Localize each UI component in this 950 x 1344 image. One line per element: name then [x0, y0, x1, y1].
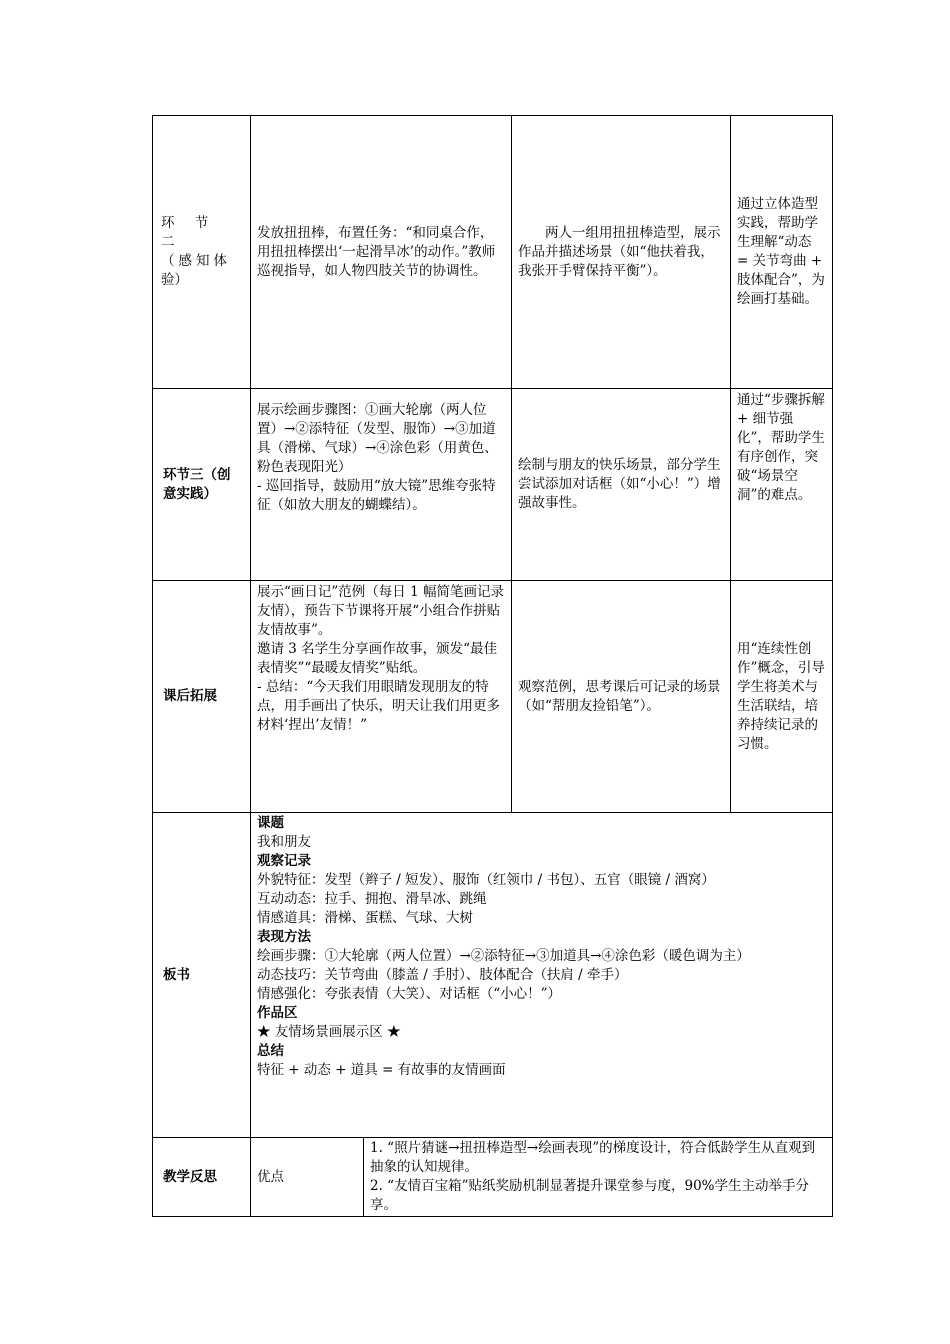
- row2-teacher-cell: [250, 115, 512, 389]
- row3-intent-text: 通过“步骤拆解 + 细节强化”，帮助学生有序创作，突破“场景空洞”的难点。: [737, 392, 825, 503]
- reflect-point-2: 2. “友情百宝箱”贴纸奖励机制显著提升课堂参与度，90%学生主动举手分享。: [370, 1178, 809, 1213]
- reflect-point-1: 1. “照片猜谜→扭扭棒造型→绘画表现”的梯度设计，符合低龄学生从直观到抽象的认知规律。: [370, 1140, 816, 1175]
- board-heading-summary: 总结: [257, 1043, 284, 1059]
- row2-label-cell: [152, 115, 251, 389]
- reflect-content-cell: [363, 1137, 833, 1217]
- row4-label: 课后拓展: [163, 688, 217, 704]
- row3-intent-cell: [730, 388, 833, 581]
- row3-label-cell: [152, 388, 251, 581]
- row3-student-cell: [511, 388, 731, 581]
- board-observe-3: 情感道具：滑梯、蛋糕、气球、大树: [257, 910, 473, 926]
- board-summary: 特征 + 动态 + 道具 = 有故事的友情画面: [257, 1062, 506, 1078]
- row4-teacher-cell: [250, 580, 512, 813]
- board-method-2: 动态技巧：关节弯曲（膝盖 / 手肘）、肢体配合（扶肩 / 牵手）: [257, 967, 628, 983]
- row2-student-cell: [511, 115, 731, 389]
- board-works: ★ 友情场景画展示区 ★: [257, 1024, 401, 1040]
- board-heading-observe: 观察记录: [257, 853, 311, 869]
- board-topic: 我和朋友: [257, 834, 311, 850]
- board-label: 板书: [163, 966, 190, 983]
- reflect-sub-cell: [250, 1137, 364, 1217]
- row2-label: [161, 214, 250, 290]
- board-observe-2: 互动动态：拉手、拥抱、滑旱冰、跳绳: [257, 891, 487, 907]
- board-observe-1: 外貌特征：发型（辫子 / 短发）、服饰（红领巾 / 书包）、五官（眼镜 / 酒窝）: [257, 872, 715, 888]
- row4-teacher-text-1: 展示“画日记”范例（每日 1 幅简笔画记录友情），预告下节课将开展“小组合作拼贴友情故事”。: [257, 584, 504, 638]
- row2-label-line2: （感知体: [161, 253, 231, 269]
- row4-intent-cell: [730, 580, 833, 813]
- row2-intent-cell: [730, 115, 833, 389]
- board-heading-topic: 课题: [257, 815, 284, 831]
- board-label-cell: [152, 812, 251, 1138]
- row4-student-text: 观察范例，思考课后可记录的场景（如“帮朋友捡铅笔”）。: [518, 678, 721, 714]
- board-method-3: 情感强化：夸张表情（大笑）、对话框（“小心！”）: [257, 986, 562, 1002]
- row3-teacher-text-2: - 巡回指导，鼓励用“放大镜”思维夸张特征（如放大朋友的蝴蝶结）。: [257, 478, 496, 513]
- reflect-sub: 优点: [257, 1168, 284, 1185]
- row2-label-line3: 验）: [161, 272, 188, 288]
- row2-intent-text: 通过立体造型实践，帮助学生理解“动态 = 关节弯曲 + 肢体配合”，为绘画打基础。: [737, 196, 825, 307]
- board-content-cell: [250, 812, 833, 1138]
- row4-label-cell: [152, 580, 251, 813]
- row4-intent-text: 用“连续性创作”概念，引导学生将美术与生活联结，培养持续记录的习惯。: [737, 640, 825, 752]
- row4-teacher-text-2: 邀请 3 名学生分享画作故事，颁发“最佳表情奖”“最暖友情奖”贴纸。: [257, 641, 498, 676]
- reflect-label-cell: [152, 1137, 251, 1217]
- row4-teacher-text-3: - 总结：“今天我们用眼睛发现朋友的特点，用手画出了快乐，明天让我们用更多材料‘捏出’友情！”: [257, 679, 500, 733]
- board-heading-method: 表现方法: [257, 929, 311, 945]
- row2-student-text: 两人一组用扭扭棒造型，展示作品并描述场景（如“他扶着我，我张开手臂保持平衡”）。: [518, 224, 721, 279]
- row4-student-cell: [511, 580, 731, 813]
- row3-label: 环节三（创意实践）: [163, 466, 231, 502]
- row2-label-line1: 环 节 二: [161, 215, 217, 250]
- row2-teacher-text: 发放扭扭棒，布置任务：“和同桌合作，用扭扭棒摆出‘一起滑旱冰’的动作。”教师巡视指导，如人物四肢关节的协调性。: [257, 224, 496, 279]
- row3-teacher-text-1: 展示绘画步骤图：①画大轮廓（两人位置）→②添特征（发型、服饰）→③加道具（滑梯、气球）→④涂色彩（用黄色、粉色表现阳光）: [257, 402, 498, 475]
- row3-student-text: 绘制与朋友的快乐场景，部分学生尝试添加对话框（如“小心！”）增强故事性。: [518, 457, 721, 511]
- board-heading-works: 作品区: [257, 1005, 298, 1021]
- reflect-label: 教学反思: [163, 1168, 217, 1185]
- board-method-1: 绘画步骤：①大轮廓（两人位置）→②添特征→③加道具→④涂色彩（暖色调为主）: [257, 948, 750, 964]
- row3-teacher-cell: [250, 388, 512, 581]
